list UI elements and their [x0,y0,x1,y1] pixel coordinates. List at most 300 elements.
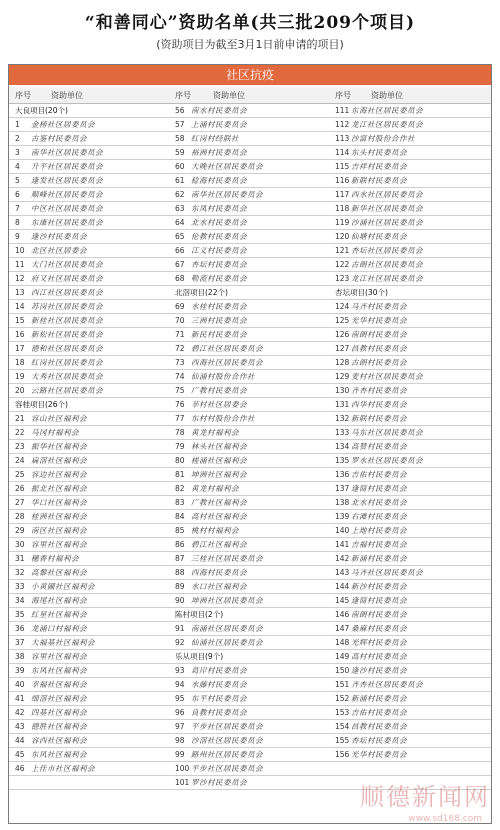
row-number: 11 [15,260,25,269]
row-number: 36 [15,624,25,633]
row-number: 24 [15,456,25,465]
row-number: 82 [175,484,185,493]
row-number: 151 [335,680,350,689]
row-number: 143 [335,568,350,577]
table-row [9,188,491,202]
row-unit: 高村社区福利会 [191,512,247,521]
header-seq-3: 序号 [335,91,351,100]
row-unit: 莘村社区居委会 [191,400,247,409]
table-row [9,244,491,258]
row-unit: 苏岗社区居民委员会 [31,302,103,311]
table-row [9,342,491,356]
row-unit: 沙富村股份合作社 [351,134,415,143]
row-number: 126 [335,330,350,339]
row-number: 59 [175,148,185,157]
row-unit: 昌教村民委员会 [351,344,407,353]
table-row [9,216,491,230]
row-unit: 新沙村民委员会 [351,582,407,591]
row-unit: 坤洲社区居民委员会 [191,596,263,605]
row-unit: 黄龙村福利会 [191,484,239,493]
row-unit: 海尾社区福利会 [31,596,87,605]
row-number: 118 [335,204,350,213]
row-number: 29 [15,526,25,535]
row-number: 88 [175,568,185,577]
row-unit: 槎涌社区福利会 [191,456,247,465]
row-unit: 西水社区居民委员会 [351,190,423,199]
row-unit: 碧江社区福利会 [191,540,247,549]
row-unit: 三桂社区居民委员会 [191,554,263,563]
table-row [9,552,491,566]
row-number: 44 [15,736,25,745]
row-unit: 杏坛村民委员会 [191,260,247,269]
table-row [9,762,491,776]
row-unit: 仙涌社区居民委员会 [191,638,263,647]
row-unit: 容里社区福利会 [31,540,87,549]
row-unit: 桃村村福利会 [191,526,239,535]
row-number: 155 [335,736,350,745]
table-row [9,398,491,412]
row-unit: 右滩村民委员会 [351,512,407,521]
row-number: 131 [335,400,350,409]
row-number: 113 [335,134,350,143]
row-number: 90 [175,596,185,605]
row-unit: 齐杏社区居民委员会 [351,680,423,689]
funding-table [8,64,492,824]
row-number: 122 [335,260,350,269]
row-number: 146 [335,610,350,619]
row-number: 154 [335,722,350,731]
row-number: 100 [175,764,190,773]
row-unit: 罗水社区居民委员会 [351,456,423,465]
row-unit: 新松社区居民委员会 [31,330,103,339]
row-number: 56 [175,106,185,115]
row-unit: 振华社区福利会 [31,442,87,451]
row-unit: 逢沙村民委员会 [31,232,87,241]
table-row [9,468,491,482]
table-row [9,300,491,314]
row-unit: 南朗村民委员会 [351,330,407,339]
row-unit: 中区社区居民委员会 [31,204,103,213]
row-number: 75 [175,386,185,395]
row-number: 83 [175,498,185,507]
row-number: 125 [335,316,350,325]
row-unit: 三洲村民委员会 [191,316,247,325]
row-unit: 沙涌社区居民委员会 [351,218,423,227]
table-body [9,104,491,790]
section-label: 北滘项目(22个) [175,288,228,297]
row-number: 124 [335,302,350,311]
row-number: 13 [15,288,25,297]
row-unit: 良教村民委员会 [191,708,247,717]
row-number: 71 [175,330,185,339]
row-unit: 坤洲社区福利会 [191,470,247,479]
row-number: 85 [175,526,185,535]
row-number: 145 [335,596,350,605]
row-number: 27 [15,498,25,507]
row-number: 1 [15,120,20,129]
row-unit: 龙江社区居民委员会 [351,120,423,129]
row-unit: 东凤村民委员会 [191,204,247,213]
table-row [9,594,491,608]
row-number: 91 [175,624,185,633]
row-unit: 穗香村福利会 [31,554,79,563]
row-unit: 大门社区居民委员会 [31,260,103,269]
row-number: 111 [335,106,350,115]
row-unit: 德胜社区福利会 [31,722,87,731]
row-unit: 光辉村民委员会 [351,638,407,647]
row-number: 70 [175,316,185,325]
row-number: 73 [175,358,185,367]
row-unit: 东村村股份合作社 [191,414,255,423]
row-number: 92 [175,638,185,647]
row-number: 61 [175,176,185,185]
row-unit: 碧江社区居民委员会 [191,344,263,353]
row-unit: 平步社区居民委员会 [191,764,263,773]
row-number: 148 [335,638,350,647]
row-unit: 东风社区福利会 [31,666,87,675]
row-unit: 四基社区福利会 [31,708,87,717]
row-number: 10 [15,246,25,255]
row-unit: 云路社区居民委员会 [31,386,103,395]
row-number: 74 [175,372,185,381]
row-number: 114 [335,148,350,157]
row-number: 152 [335,694,350,703]
row-unit: 水口社区福利会 [191,582,247,591]
row-number: 112 [335,120,350,129]
row-number: 40 [15,680,25,689]
row-number: 25 [15,470,25,479]
table-row [9,692,491,706]
row-number: 120 [335,232,350,241]
row-unit: 龙涌口村福利会 [31,624,87,633]
table-row [9,678,491,692]
row-number: 97 [175,722,185,731]
row-number: 65 [175,232,185,241]
table-row [9,104,491,118]
row-number: 45 [15,750,25,759]
row-number: 37 [15,638,25,647]
row-number: 140 [335,526,350,535]
row-unit: 小黄圃社区福利会 [31,582,95,591]
table-row [9,538,491,552]
row-number: 96 [175,708,185,717]
table-row [9,384,491,398]
table-row [9,328,491,342]
row-unit: 罗沙村民委员会 [191,778,247,787]
row-number: 138 [335,498,350,507]
row-number: 28 [15,512,25,521]
row-number: 7 [15,204,20,213]
table-row [9,258,491,272]
table-row [9,202,491,216]
row-number: 62 [175,190,185,199]
row-number: 22 [15,428,25,437]
row-number: 101 [175,778,190,787]
row-number: 89 [175,582,185,591]
row-number: 81 [175,470,185,479]
table-row [9,734,491,748]
row-number: 76 [175,400,185,409]
row-number: 94 [175,680,185,689]
header-unit-3: 资助单位 [371,91,403,100]
table-row [9,510,491,524]
row-unit: 东平村民委员会 [191,694,247,703]
table-row [9,524,491,538]
row-number: 57 [175,120,185,129]
row-number: 95 [175,694,185,703]
row-unit: 东风社区福利会 [31,750,87,759]
table-row [9,482,491,496]
row-unit: 裕洲村民委员会 [191,148,247,157]
row-number: 3 [15,148,20,157]
row-unit: 新联村民委员会 [351,176,407,185]
row-unit: 新涌村民委员会 [351,554,407,563]
row-number: 34 [15,596,25,605]
row-unit: 金榜社区居委员会 [31,120,95,129]
row-number: 139 [335,512,350,521]
row-number: 133 [335,428,350,437]
row-number: 137 [335,484,350,493]
row-number: 8 [15,218,20,227]
row-number: 135 [335,456,350,465]
row-number: 141 [335,540,350,549]
row-unit: 勒流村民委员会 [191,274,247,283]
row-number: 46 [15,764,25,773]
table-row [9,566,491,580]
header-unit-2: 资助单位 [213,91,245,100]
row-unit: 北区社区居委会 [31,246,87,255]
table-row [9,622,491,636]
section-label: 容桂项目(26个) [15,400,68,409]
table-row [9,454,491,468]
row-unit: 扁滘社区福利会 [31,456,87,465]
row-number: 115 [335,162,350,171]
row-unit: 上地村民委员会 [351,526,407,535]
row-number: 58 [175,134,185,143]
row-number: 17 [15,344,25,353]
row-number: 142 [335,554,350,563]
row-unit: 吉祥村民委员会 [351,162,407,171]
row-unit: 上涌村民委员会 [191,120,247,129]
table-row [9,146,491,160]
row-number: 19 [15,372,25,381]
row-unit: 南华社区居民委员会 [191,190,263,199]
row-unit: 江义村民委员会 [191,246,247,255]
row-number: 127 [335,344,350,353]
row-number: 72 [175,344,185,353]
row-number: 63 [175,204,185,213]
row-number: 69 [175,302,185,311]
row-number: 79 [175,442,185,451]
row-unit: 东海社区居民委员会 [351,106,423,115]
row-unit: 路州社区居民委员会 [191,750,263,759]
header-seq-2: 序号 [175,91,191,100]
row-number: 31 [15,554,25,563]
row-unit: 吉佑村民委员会 [351,708,407,717]
row-number: 60 [175,162,185,171]
row-number: 134 [335,442,350,451]
row-unit: 红岗社区居民委员会 [31,358,103,367]
row-unit: 古鉴村民委员会 [31,134,87,143]
table-row [9,370,491,384]
row-number: 119 [335,218,350,227]
row-unit: 西华村民委员会 [351,400,407,409]
table-row [9,636,491,650]
row-number: 99 [175,750,185,759]
row-unit: 细滘社区福利会 [31,694,87,703]
row-unit: 新民村民委员会 [191,330,247,339]
row-unit: 吉佑村民委员会 [351,470,407,479]
row-unit: 稔海村民委员会 [191,176,247,185]
row-number: 78 [175,428,185,437]
row-number: 41 [15,694,25,703]
table-row [9,440,491,454]
row-unit: 马齐社区居民委员会 [351,568,423,577]
row-number: 21 [15,414,25,423]
row-unit: 华口社区福利会 [31,498,87,507]
row-number: 144 [335,582,350,591]
table-row [9,412,491,426]
row-unit: 逢简村民委员会 [351,484,407,493]
row-unit: 齐杏村民委员会 [351,386,407,395]
row-unit: 上佳市社区福利会 [31,764,95,773]
table-row [9,426,491,440]
row-unit: 仙塘村民委员会 [351,232,407,241]
row-unit: 马冈村福利会 [31,428,79,437]
row-unit: 顺峰社区居民委员会 [31,190,103,199]
row-number: 35 [15,610,25,619]
row-unit: 高村村民委员会 [351,652,407,661]
row-unit: 桑麻村民委员会 [351,624,407,633]
row-number: 42 [15,708,25,717]
row-number: 33 [15,582,25,591]
row-unit: 西江社区居民委员会 [31,288,103,297]
section-label: 乐从项目(9个) [175,652,224,661]
row-unit: 大福基社区福利会 [31,638,95,647]
row-unit: 新涌村民委员会 [351,694,407,703]
watermark-logo: 顺德新闻网 [360,783,490,811]
row-unit: 北水村民委员会 [191,218,247,227]
row-number: 93 [175,666,185,675]
row-number: 149 [335,652,350,661]
row-unit: 龙江社区居民委员会 [351,274,423,283]
row-unit: 广教社区福利会 [191,498,247,507]
row-number: 84 [175,512,185,521]
row-number: 128 [335,358,350,367]
row-unit: 南华社区居民委员会 [31,148,103,157]
row-number: 43 [15,722,25,731]
row-unit: 容边社区福利会 [31,470,87,479]
header-unit-1: 资助单位 [51,91,83,100]
row-unit: 容西社区福利会 [31,736,87,745]
row-number: 86 [175,540,185,549]
row-unit: 水藤村民委员会 [191,680,247,689]
table-row [9,160,491,174]
row-unit: 幸福社区福利会 [31,680,87,689]
row-unit: 南水村民委员会 [191,106,247,115]
table-row [9,356,491,370]
row-number: 123 [335,274,350,283]
row-number: 12 [15,274,25,283]
table-row [9,118,491,132]
row-number: 150 [335,666,350,675]
table-row [9,230,491,244]
section-label: 陈村项目(2个) [175,610,224,619]
table-row [9,608,491,622]
section-label: 杏坛项目(30个) [335,288,388,297]
row-number: 16 [15,330,25,339]
row-number: 18 [15,358,25,367]
table-row [9,580,491,594]
row-unit: 水桂村民委员会 [191,302,247,311]
row-unit: 北水村民委员会 [351,498,407,507]
row-number: 129 [335,372,350,381]
row-unit: 高赞村民委员会 [351,442,407,451]
row-unit: 葛岸村民委员会 [191,666,247,675]
table-row [9,286,491,300]
row-number: 39 [15,666,25,675]
row-number: 14 [15,302,25,311]
table-row [9,650,491,664]
header-seq-1: 序号 [15,91,31,100]
row-unit: 南涌社区居民委员会 [191,624,263,633]
row-number: 6 [15,190,20,199]
table-row [9,748,491,762]
table-row [9,132,491,146]
row-number: 68 [175,274,185,283]
row-number: 26 [15,484,25,493]
row-unit: 昌教村民委员会 [351,722,407,731]
row-unit: 逢发社区居民委员会 [31,176,103,185]
row-number: 80 [175,456,185,465]
row-unit: 沙滘社区居民委员会 [191,736,263,745]
row-unit: 东头村民委员会 [351,148,407,157]
row-number: 98 [175,736,185,745]
row-unit: 桂洲社区福利会 [31,512,87,521]
row-unit: 新华社区居民委员会 [351,204,423,213]
row-unit: 南区社区福利会 [31,526,87,535]
row-number: 67 [175,260,185,269]
row-number: 153 [335,708,350,717]
row-unit: 光华村民委员会 [351,316,407,325]
section-label: 大良项目(20个) [15,106,68,115]
row-unit: 林头社区福利会 [191,442,247,451]
row-number: 32 [15,568,25,577]
row-unit: 光华村民委员会 [351,750,407,759]
row-number: 87 [175,554,185,563]
row-unit: 马齐村民委员会 [351,302,407,311]
row-unit: 仙涌村股份合作社 [191,372,255,381]
row-unit: 容里社区福利会 [31,652,87,661]
row-unit: 容山社区福利会 [31,414,87,423]
row-unit: 麦村社区居民委员会 [351,372,423,381]
row-number: 77 [175,414,185,423]
row-unit: 高黎社区福利会 [31,568,87,577]
row-unit: 西海村民委员会 [191,568,247,577]
row-unit: 逢简村民委员会 [351,596,407,605]
row-number: 38 [15,652,25,661]
row-number: 64 [175,218,185,227]
row-unit: 大秀社区居民委员会 [31,372,103,381]
row-unit: 吉福村民委员会 [351,540,407,549]
table-row [9,496,491,510]
row-number: 20 [15,386,25,395]
row-unit: 红星社区福利会 [31,610,87,619]
row-unit: 广教村民委员会 [191,386,247,395]
row-number: 121 [335,246,350,255]
row-unit: 振北社区福利会 [31,484,87,493]
row-number: 156 [335,750,350,759]
